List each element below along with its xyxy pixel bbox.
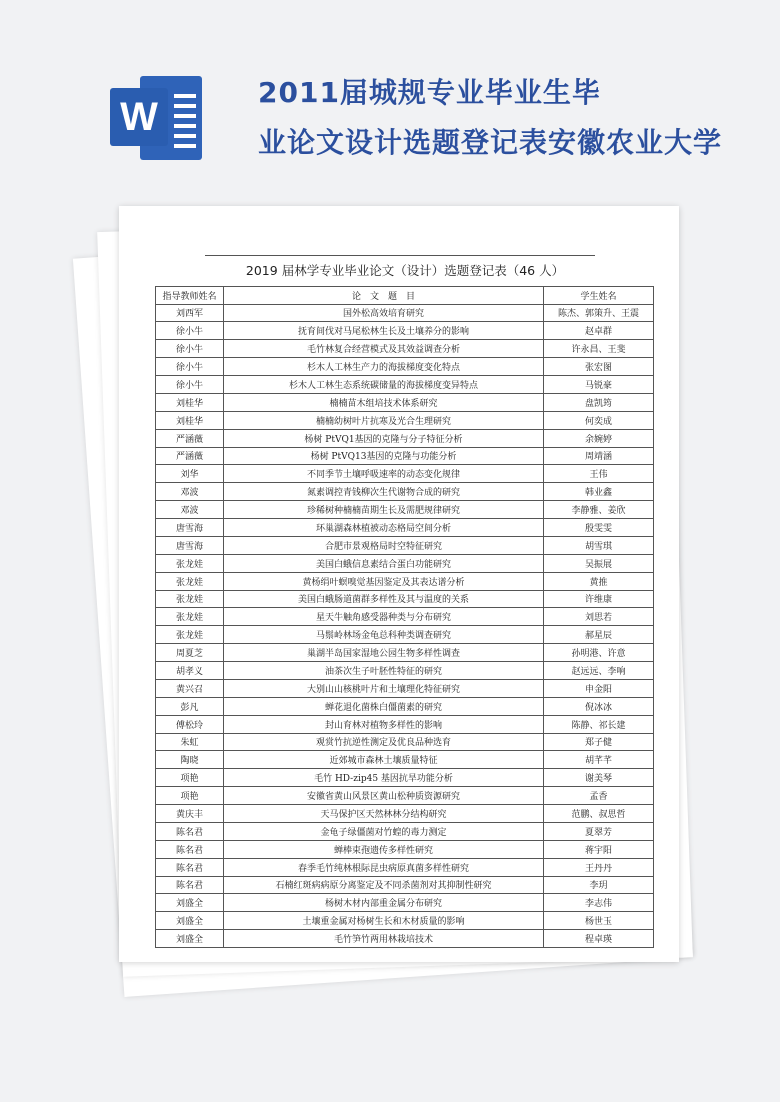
thesis-title-cell: 杉木人工林生态系统碳储量的海拔梯度变异特点	[224, 376, 544, 394]
table-header-row	[156, 287, 654, 305]
table-row	[156, 376, 654, 394]
table-row	[156, 626, 654, 644]
table-row	[156, 930, 654, 948]
header-advisor: 指导教师姓名	[156, 287, 224, 305]
thesis-title-cell: 国外松高效培育研究	[224, 304, 544, 322]
advisor-cell: 徐小牛	[156, 376, 224, 394]
advisor-cell: 邓波	[156, 483, 224, 501]
advisor-cell: 刘华	[156, 465, 224, 483]
advisor-cell: 徐小牛	[156, 340, 224, 358]
thesis-title-cell: 环巢湖森林植被动态格局空间分析	[224, 519, 544, 537]
word-logo-letter: W	[110, 88, 168, 146]
thesis-title-cell: 星天牛触角感受器种类与分布研究	[224, 608, 544, 626]
thesis-title-cell: 杨树木材内部重金属分布研究	[224, 894, 544, 912]
advisor-cell: 刘桂华	[156, 411, 224, 429]
student-cell: 胡雪琪	[544, 536, 654, 554]
thesis-title-cell: 安徽省黄山风景区黄山松种质资源研究	[224, 787, 544, 805]
table-row	[156, 876, 654, 894]
registration-table	[155, 286, 654, 948]
thesis-title-cell: 观赏竹抗逆性测定及优良品种选育	[224, 733, 544, 751]
advisor-cell: 张龙娃	[156, 572, 224, 590]
thesis-title-cell: 巢湖半岛国家湿地公园生物多样性调查	[224, 644, 544, 662]
advisor-cell: 刘盛全	[156, 930, 224, 948]
student-cell: 何奕成	[544, 411, 654, 429]
thesis-title-cell: 毛竹 HD-zip45 基因抗旱功能分析	[224, 769, 544, 787]
thesis-title-cell: 不同季节土壤呼吸速率的动态变化规律	[224, 465, 544, 483]
table-row	[156, 715, 654, 733]
table-row	[156, 483, 654, 501]
table-row	[156, 787, 654, 805]
advisor-cell: 徐小牛	[156, 322, 224, 340]
thesis-title-cell: 天马保护区天然林林分结构研究	[224, 805, 544, 823]
thesis-title-cell: 杨树 PtVQ13基因的克隆与功能分析	[224, 447, 544, 465]
table-row	[156, 411, 654, 429]
thesis-title-cell: 马鬃岭林场金龟总科种类调查研究	[224, 626, 544, 644]
thesis-title-cell: 抚育间伐对马尾松林生长及土壤养分的影响	[224, 322, 544, 340]
advisor-cell: 刘盛全	[156, 912, 224, 930]
thesis-title-cell: 珍稀树种楠楠苗期生长及需肥规律研究	[224, 501, 544, 519]
table-row	[156, 679, 654, 697]
thesis-title-cell: 近郊城市森林土壤质量特征	[224, 751, 544, 769]
advisor-cell: 张龙娃	[156, 626, 224, 644]
student-cell: 范鹏、叔思哲	[544, 805, 654, 823]
table-row	[156, 340, 654, 358]
document-title	[258, 68, 763, 168]
table-row	[156, 912, 654, 930]
advisor-cell: 严涵薇	[156, 429, 224, 447]
table-row	[156, 590, 654, 608]
student-cell: 程卓瑛	[544, 930, 654, 948]
advisor-cell: 彭凡	[156, 697, 224, 715]
advisor-cell: 项艳	[156, 787, 224, 805]
table-row	[156, 393, 654, 411]
thesis-title-cell: 封山育林对植物多样性的影响	[224, 715, 544, 733]
student-cell: 盘凯筠	[544, 393, 654, 411]
table-row	[156, 644, 654, 662]
advisor-cell: 陈名君	[156, 876, 224, 894]
advisor-cell: 张龙娃	[156, 554, 224, 572]
table-row	[156, 697, 654, 715]
advisor-cell: 周夏芝	[156, 644, 224, 662]
advisor-cell: 徐小牛	[156, 358, 224, 376]
thesis-title-cell: 杉木人工林生产力的海拔梯度变化特点	[224, 358, 544, 376]
advisor-cell: 朱虹	[156, 733, 224, 751]
student-cell: 吴振展	[544, 554, 654, 572]
table-row	[156, 662, 654, 680]
table-row	[156, 501, 654, 519]
thesis-title-cell: 毛竹林复合经营模式及其效益调查分析	[224, 340, 544, 358]
advisor-cell: 胡孝义	[156, 662, 224, 680]
thesis-title-cell: 石楠红斑病病原分离鉴定及不同杀菌剂对其抑制性研究	[224, 876, 544, 894]
thesis-title-cell: 美国白蛾肠道菌群多样性及其与温度的关系	[224, 590, 544, 608]
advisor-cell: 陶晓	[156, 751, 224, 769]
table-row	[156, 447, 654, 465]
header-rule	[205, 255, 595, 256]
table-row	[156, 554, 654, 572]
advisor-cell: 邓波	[156, 501, 224, 519]
student-cell: 张宏图	[544, 358, 654, 376]
header-thesis-title: 论 文 题 目	[224, 287, 544, 305]
advisor-cell: 唐雪海	[156, 536, 224, 554]
table-row	[156, 536, 654, 554]
advisor-cell: 黄庆丰	[156, 805, 224, 823]
advisor-cell: 刘桂华	[156, 393, 224, 411]
table-row	[156, 840, 654, 858]
student-cell: 谢美琴	[544, 769, 654, 787]
student-cell: 李玥	[544, 876, 654, 894]
table-row	[156, 751, 654, 769]
document-title-line-1: 2011届城规专业毕业生毕	[258, 76, 601, 109]
student-cell: 周靖涵	[544, 447, 654, 465]
student-cell: 许永昌、王斐	[544, 340, 654, 358]
thesis-title-cell: 蝉花退化菌株白僵菌素的研究	[224, 697, 544, 715]
student-cell: 倪冰冰	[544, 697, 654, 715]
document-preview-page	[119, 206, 679, 962]
advisor-cell: 刘盛全	[156, 894, 224, 912]
thesis-title-cell: 黄杨绢叶螟嗅觉基因鉴定及其表达谱分析	[224, 572, 544, 590]
thesis-title-cell: 金龟子绿僵菌对竹蝗的毒力测定	[224, 822, 544, 840]
sheet-title: 2019 届林学专业毕业论文（设计）选题登记表（46 人）	[245, 263, 565, 278]
student-cell: 李志伟	[544, 894, 654, 912]
thesis-title-cell: 大别山山核桃叶片和土壤理化特征研究	[224, 679, 544, 697]
table-row	[156, 429, 654, 447]
student-cell: 韩业鑫	[544, 483, 654, 501]
table-row	[156, 572, 654, 590]
student-cell: 郝星辰	[544, 626, 654, 644]
word-document-icon	[110, 70, 206, 166]
student-cell: 孙明港、许意	[544, 644, 654, 662]
student-cell: 黄推	[544, 572, 654, 590]
thesis-title-cell: 杨树 PtVQ1基因的克隆与分子特征分析	[224, 429, 544, 447]
advisor-cell: 陈名君	[156, 822, 224, 840]
student-cell: 李静雅、姜欣	[544, 501, 654, 519]
student-cell: 马锐豪	[544, 376, 654, 394]
table-row	[156, 858, 654, 876]
student-cell: 夏翠芳	[544, 822, 654, 840]
thesis-title-cell: 楠楠幼树叶片抗寒及光合生理研究	[224, 411, 544, 429]
advisor-cell: 张龙娃	[156, 608, 224, 626]
table-row	[156, 805, 654, 823]
student-cell: 蒋宇阳	[544, 840, 654, 858]
student-cell: 杨世玉	[544, 912, 654, 930]
thesis-title-cell: 合肥市景观格局时空特征研究	[224, 536, 544, 554]
table-row	[156, 358, 654, 376]
student-cell: 赵远远、李响	[544, 662, 654, 680]
advisor-cell: 刘西军	[156, 304, 224, 322]
advisor-cell: 唐雪海	[156, 519, 224, 537]
student-cell: 胡芊芊	[544, 751, 654, 769]
thesis-title-cell: 春季毛竹纯林根际昆虫病原真菌多样性研究	[224, 858, 544, 876]
table-row	[156, 733, 654, 751]
table-row	[156, 608, 654, 626]
student-cell: 申金阳	[544, 679, 654, 697]
student-cell: 许维康	[544, 590, 654, 608]
thesis-title-cell: 蝉棒束孢遗传多样性研究	[224, 840, 544, 858]
student-cell: 陈静、祁长建	[544, 715, 654, 733]
student-cell: 余婉婷	[544, 429, 654, 447]
student-cell: 孟香	[544, 787, 654, 805]
student-cell: 殷雯雯	[544, 519, 654, 537]
thesis-title-cell: 毛竹笋竹两用林栽培技术	[224, 930, 544, 948]
thesis-title-cell: 土壤重金属对杨树生长和木材质量的影响	[224, 912, 544, 930]
table-row	[156, 519, 654, 537]
advisor-cell: 陈名君	[156, 858, 224, 876]
thesis-title-cell: 美国白蛾信息素结合蛋白功能研究	[224, 554, 544, 572]
advisor-cell: 严涵薇	[156, 447, 224, 465]
header-student: 学生姓名	[544, 287, 654, 305]
thesis-title-cell: 油茶次生子叶胚性特征的研究	[224, 662, 544, 680]
student-cell: 王伟	[544, 465, 654, 483]
student-cell: 王丹丹	[544, 858, 654, 876]
student-cell: 郑子健	[544, 733, 654, 751]
student-cell: 陈杰、郭策升、王震	[544, 304, 654, 322]
advisor-cell: 张龙娃	[156, 590, 224, 608]
table-row	[156, 822, 654, 840]
thesis-title-cell: 氮素调控青钱柳次生代谢物合成的研究	[224, 483, 544, 501]
advisor-cell: 黄兴召	[156, 679, 224, 697]
advisor-cell: 傅松玲	[156, 715, 224, 733]
table-row	[156, 465, 654, 483]
advisor-cell: 项艳	[156, 769, 224, 787]
table-row	[156, 769, 654, 787]
student-cell: 刘思若	[544, 608, 654, 626]
table-row	[156, 894, 654, 912]
document-title-line-2: 业论文设计选题登记表安徽农业大学	[258, 126, 723, 159]
student-cell: 赵卓群	[544, 322, 654, 340]
table-row	[156, 304, 654, 322]
thesis-title-cell: 楠楠苗木组培技术体系研究	[224, 393, 544, 411]
advisor-cell: 陈名君	[156, 840, 224, 858]
table-row	[156, 322, 654, 340]
